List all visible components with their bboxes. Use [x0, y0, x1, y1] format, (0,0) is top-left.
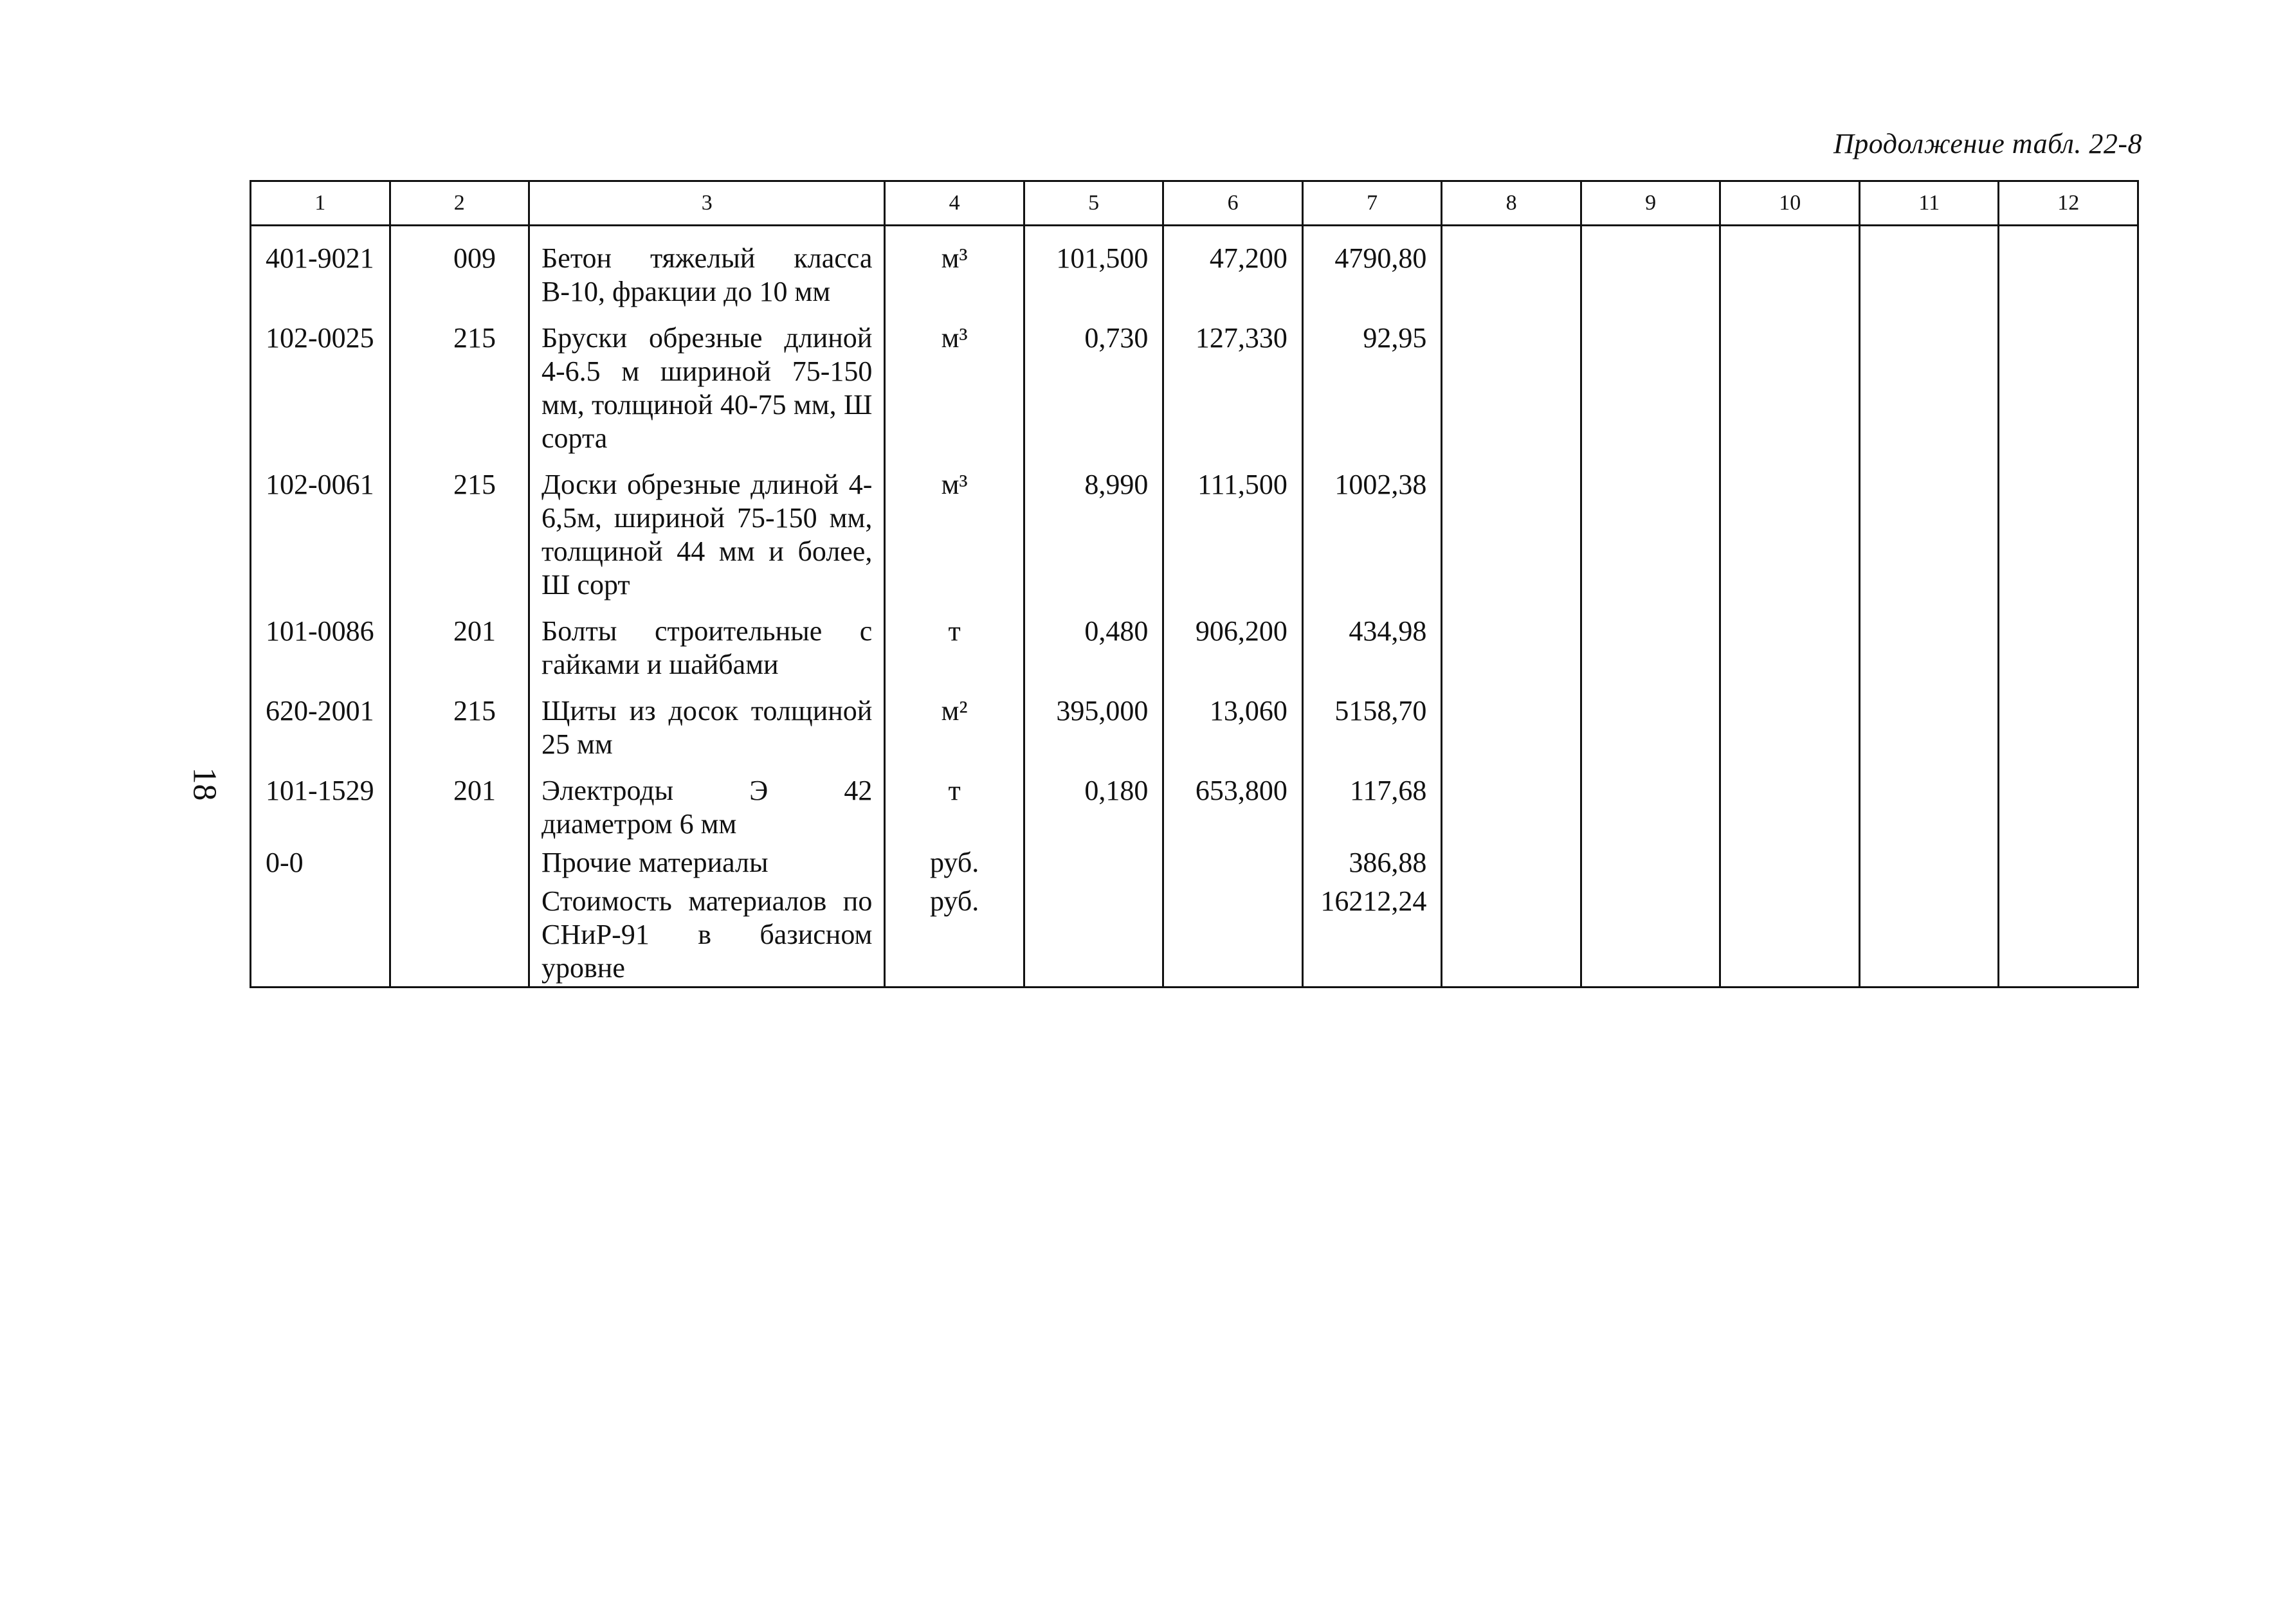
- material-name: Стоимость материалов по СНиР-91 в базисном уровне: [529, 885, 885, 988]
- empty-cell: [1999, 321, 2138, 468]
- quantity: [1024, 846, 1163, 885]
- unit: т: [885, 774, 1024, 846]
- empty-cell: [1442, 885, 1581, 988]
- resource-code: [251, 885, 390, 988]
- group-code: 215: [390, 321, 529, 468]
- group-code: 201: [390, 774, 529, 846]
- empty-cell: [1442, 694, 1581, 774]
- empty-cell: [1581, 885, 1720, 988]
- quantity: 0,480: [1024, 615, 1163, 694]
- resource-code: 101-1529: [251, 774, 390, 846]
- empty-cell: [1442, 226, 1581, 322]
- empty-cell: [1999, 774, 2138, 846]
- unit: м³: [885, 468, 1024, 615]
- empty-cell: [1442, 468, 1581, 615]
- resource-code: 102-0025: [251, 321, 390, 468]
- group-code: 009: [390, 226, 529, 322]
- material-name: Болты строительные с гайками и шайбами: [529, 615, 885, 694]
- total-cost: 5158,70: [1302, 694, 1442, 774]
- group-code: 215: [390, 694, 529, 774]
- empty-cell: [1581, 615, 1720, 694]
- column-header: 10: [1720, 181, 1860, 226]
- column-header: 8: [1442, 181, 1581, 226]
- empty-cell: [1581, 694, 1720, 774]
- empty-cell: [1859, 885, 1999, 988]
- empty-cell: [1581, 846, 1720, 885]
- group-code: 201: [390, 615, 529, 694]
- empty-cell: [1720, 615, 1860, 694]
- table-row: [251, 885, 2138, 988]
- material-name: Бетон тяжелый класса В-10, фракции до 10 мм: [529, 226, 885, 322]
- resource-code: 401-9021: [251, 226, 390, 322]
- empty-cell: [1999, 468, 2138, 615]
- empty-cell: [1859, 774, 1999, 846]
- column-header: 9: [1581, 181, 1720, 226]
- empty-cell: [1720, 468, 1860, 615]
- empty-cell: [1859, 694, 1999, 774]
- table-caption: Продолжение табл. 22-8: [1833, 128, 2142, 159]
- table-row: [251, 846, 2138, 885]
- unit-price: [1163, 846, 1303, 885]
- group-code: 215: [390, 468, 529, 615]
- empty-cell: [1720, 774, 1860, 846]
- column-header: 6: [1163, 181, 1303, 226]
- unit: руб.: [885, 885, 1024, 988]
- material-name: Бруски обрезные длиной 4-6.5 м шириной 75-150 мм, толщиной 40-75 мм, Ш сорта: [529, 321, 885, 468]
- quantity: 101,500: [1024, 226, 1163, 322]
- unit-price: 13,060: [1163, 694, 1303, 774]
- quantity: 0,730: [1024, 321, 1163, 468]
- unit-price: 47,200: [1163, 226, 1303, 322]
- table-row: [251, 694, 2138, 774]
- table-row: [251, 615, 2138, 694]
- resource-code: 102-0061: [251, 468, 390, 615]
- material-name: Электроды Э 42 диаметром 6 мм: [529, 774, 885, 846]
- table-row: [251, 226, 2138, 322]
- column-header: 4: [885, 181, 1024, 226]
- resource-code: 0-0: [251, 846, 390, 885]
- column-header: 11: [1859, 181, 1999, 226]
- empty-cell: [1442, 321, 1581, 468]
- empty-cell: [1859, 468, 1999, 615]
- column-header: 5: [1024, 181, 1163, 226]
- total-cost: 386,88: [1302, 846, 1442, 885]
- empty-cell: [1999, 846, 2138, 885]
- empty-cell: [1720, 885, 1860, 988]
- empty-cell: [1999, 226, 2138, 322]
- total-cost: 4790,80: [1302, 226, 1442, 322]
- empty-cell: [1720, 226, 1860, 322]
- quantity: [1024, 885, 1163, 988]
- empty-cell: [1999, 615, 2138, 694]
- group-code: [390, 846, 529, 885]
- resource-code: 620-2001: [251, 694, 390, 774]
- column-header: 12: [1999, 181, 2138, 226]
- column-header: 7: [1302, 181, 1442, 226]
- unit: м³: [885, 321, 1024, 468]
- total-cost: 434,98: [1302, 615, 1442, 694]
- group-code: [390, 885, 529, 988]
- unit-price: 127,330: [1163, 321, 1303, 468]
- quantity: 395,000: [1024, 694, 1163, 774]
- empty-cell: [1859, 846, 1999, 885]
- table-row: [251, 774, 2138, 846]
- material-name: Щиты из досок толщиной 25 мм: [529, 694, 885, 774]
- empty-cell: [1581, 468, 1720, 615]
- unit-price: 653,800: [1163, 774, 1303, 846]
- resource-code: 101-0086: [251, 615, 390, 694]
- material-name: Доски обрезные длиной 4-6,5м, шириной 75-150 мм, толщиной 44 мм и более, Ш сорт: [529, 468, 885, 615]
- unit: м³: [885, 226, 1024, 322]
- empty-cell: [1720, 846, 1860, 885]
- header-row: [251, 181, 2138, 226]
- unit: руб.: [885, 846, 1024, 885]
- unit: т: [885, 615, 1024, 694]
- column-header: 1: [251, 181, 390, 226]
- empty-cell: [1720, 694, 1860, 774]
- empty-cell: [1859, 615, 1999, 694]
- unit-price: [1163, 885, 1303, 988]
- empty-cell: [1581, 226, 1720, 322]
- table-row: [251, 468, 2138, 615]
- unit: м²: [885, 694, 1024, 774]
- materials-table: [250, 180, 2139, 988]
- quantity: 0,180: [1024, 774, 1163, 846]
- total-cost: 92,95: [1302, 321, 1442, 468]
- total-cost: 16212,24: [1302, 885, 1442, 988]
- total-cost: 1002,38: [1302, 468, 1442, 615]
- empty-cell: [1581, 321, 1720, 468]
- unit-price: 111,500: [1163, 468, 1303, 615]
- quantity: 8,990: [1024, 468, 1163, 615]
- empty-cell: [1442, 615, 1581, 694]
- page-number: 18: [186, 767, 223, 801]
- empty-cell: [1999, 885, 2138, 988]
- column-header: 3: [529, 181, 885, 226]
- empty-cell: [1442, 846, 1581, 885]
- empty-cell: [1859, 321, 1999, 468]
- empty-cell: [1720, 321, 1860, 468]
- empty-cell: [1581, 774, 1720, 846]
- column-header: 2: [390, 181, 529, 226]
- empty-cell: [1999, 694, 2138, 774]
- table-row: [251, 321, 2138, 468]
- total-cost: 117,68: [1302, 774, 1442, 846]
- empty-cell: [1442, 774, 1581, 846]
- unit-price: 906,200: [1163, 615, 1303, 694]
- empty-cell: [1859, 226, 1999, 322]
- material-name: Прочие материалы: [529, 846, 885, 885]
